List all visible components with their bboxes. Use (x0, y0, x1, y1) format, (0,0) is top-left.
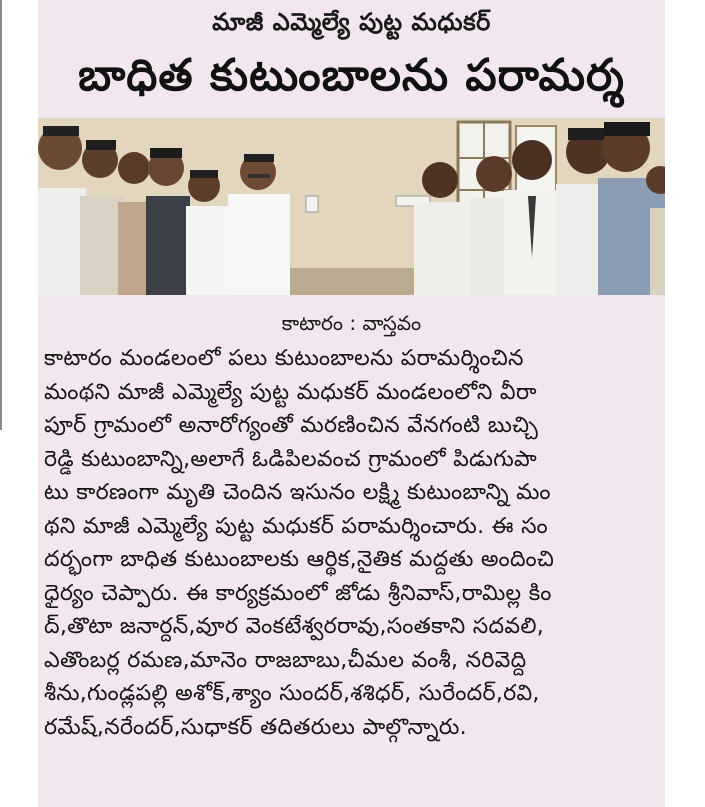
article-headline: బాధిత కుటుంబాలను పరామర్శ (78, 50, 625, 101)
article-photo (38, 118, 665, 295)
body-line: రమేష్,నరేందర్,సుధాకర్ తదితరులు పాల్గొన్నారు. (44, 714, 467, 740)
scan-edge-strip (0, 0, 2, 430)
body-line: ఎతొంబర్ల రమణ,మానెం రాజబాబు,చీమల వంశీ, నరివెద్ది (44, 647, 527, 673)
news-article (38, 0, 665, 807)
article-kicker: మాజీ ఎమ్మెల్యే పుట్ట మధుకర్ (212, 8, 491, 36)
body-line: ధైర్యం చెప్పారు. ఈ కార్యక్రమంలో జోడు శ్రీనివాస్,రామిల్ల కిం (44, 580, 552, 606)
body-line: ద్,తొటా జనార్దన్,వూర వెంకటేశ్వరరావు,సంతకాని సదవలి, (44, 614, 545, 639)
body-line: దర్భంగా బాధిత కుటుంబాలకు ఆర్థిక,నైతిక మద్దతు అందించి (44, 547, 555, 572)
article-dateline: కాటారం : వాస్తవం (281, 311, 422, 335)
body-line: మంథని మాజీ ఎమ్మెల్యే పుట్ట మధుకర్ మండలంలోని వీరా (44, 379, 537, 405)
body-line: కాటారం మండలంలో పలు కుటుంబాలను పరామర్శించిన (44, 346, 524, 371)
photo-illustration (38, 118, 665, 295)
body-line: టు కారణంగా మృతి చెందిన ఇసునం లక్ష్మి కుటుంబాన్ని మం (44, 480, 551, 505)
body-line: రెడ్డి కుటుంబాన్ని,అలాగే ఓడిపిలవంచ గ్రామంలో పిడుగుపా (44, 446, 537, 472)
body-line: థని మాజీ ఎమ్మెల్యే పుట్ట మధుకర్ పరామర్శించారు. ఈ సం (44, 513, 549, 539)
body-line: పూర్ గ్రామంలో అనారోగ్యంతో మరణించిన వేనగంటి బుచ్చి (44, 413, 539, 438)
body-line: శీను,గుండ్లపల్లి అశోక్,శ్యాం సుందర్,శశిధర్, సురేందర్,రవి, (44, 681, 540, 706)
article-body (44, 342, 662, 744)
